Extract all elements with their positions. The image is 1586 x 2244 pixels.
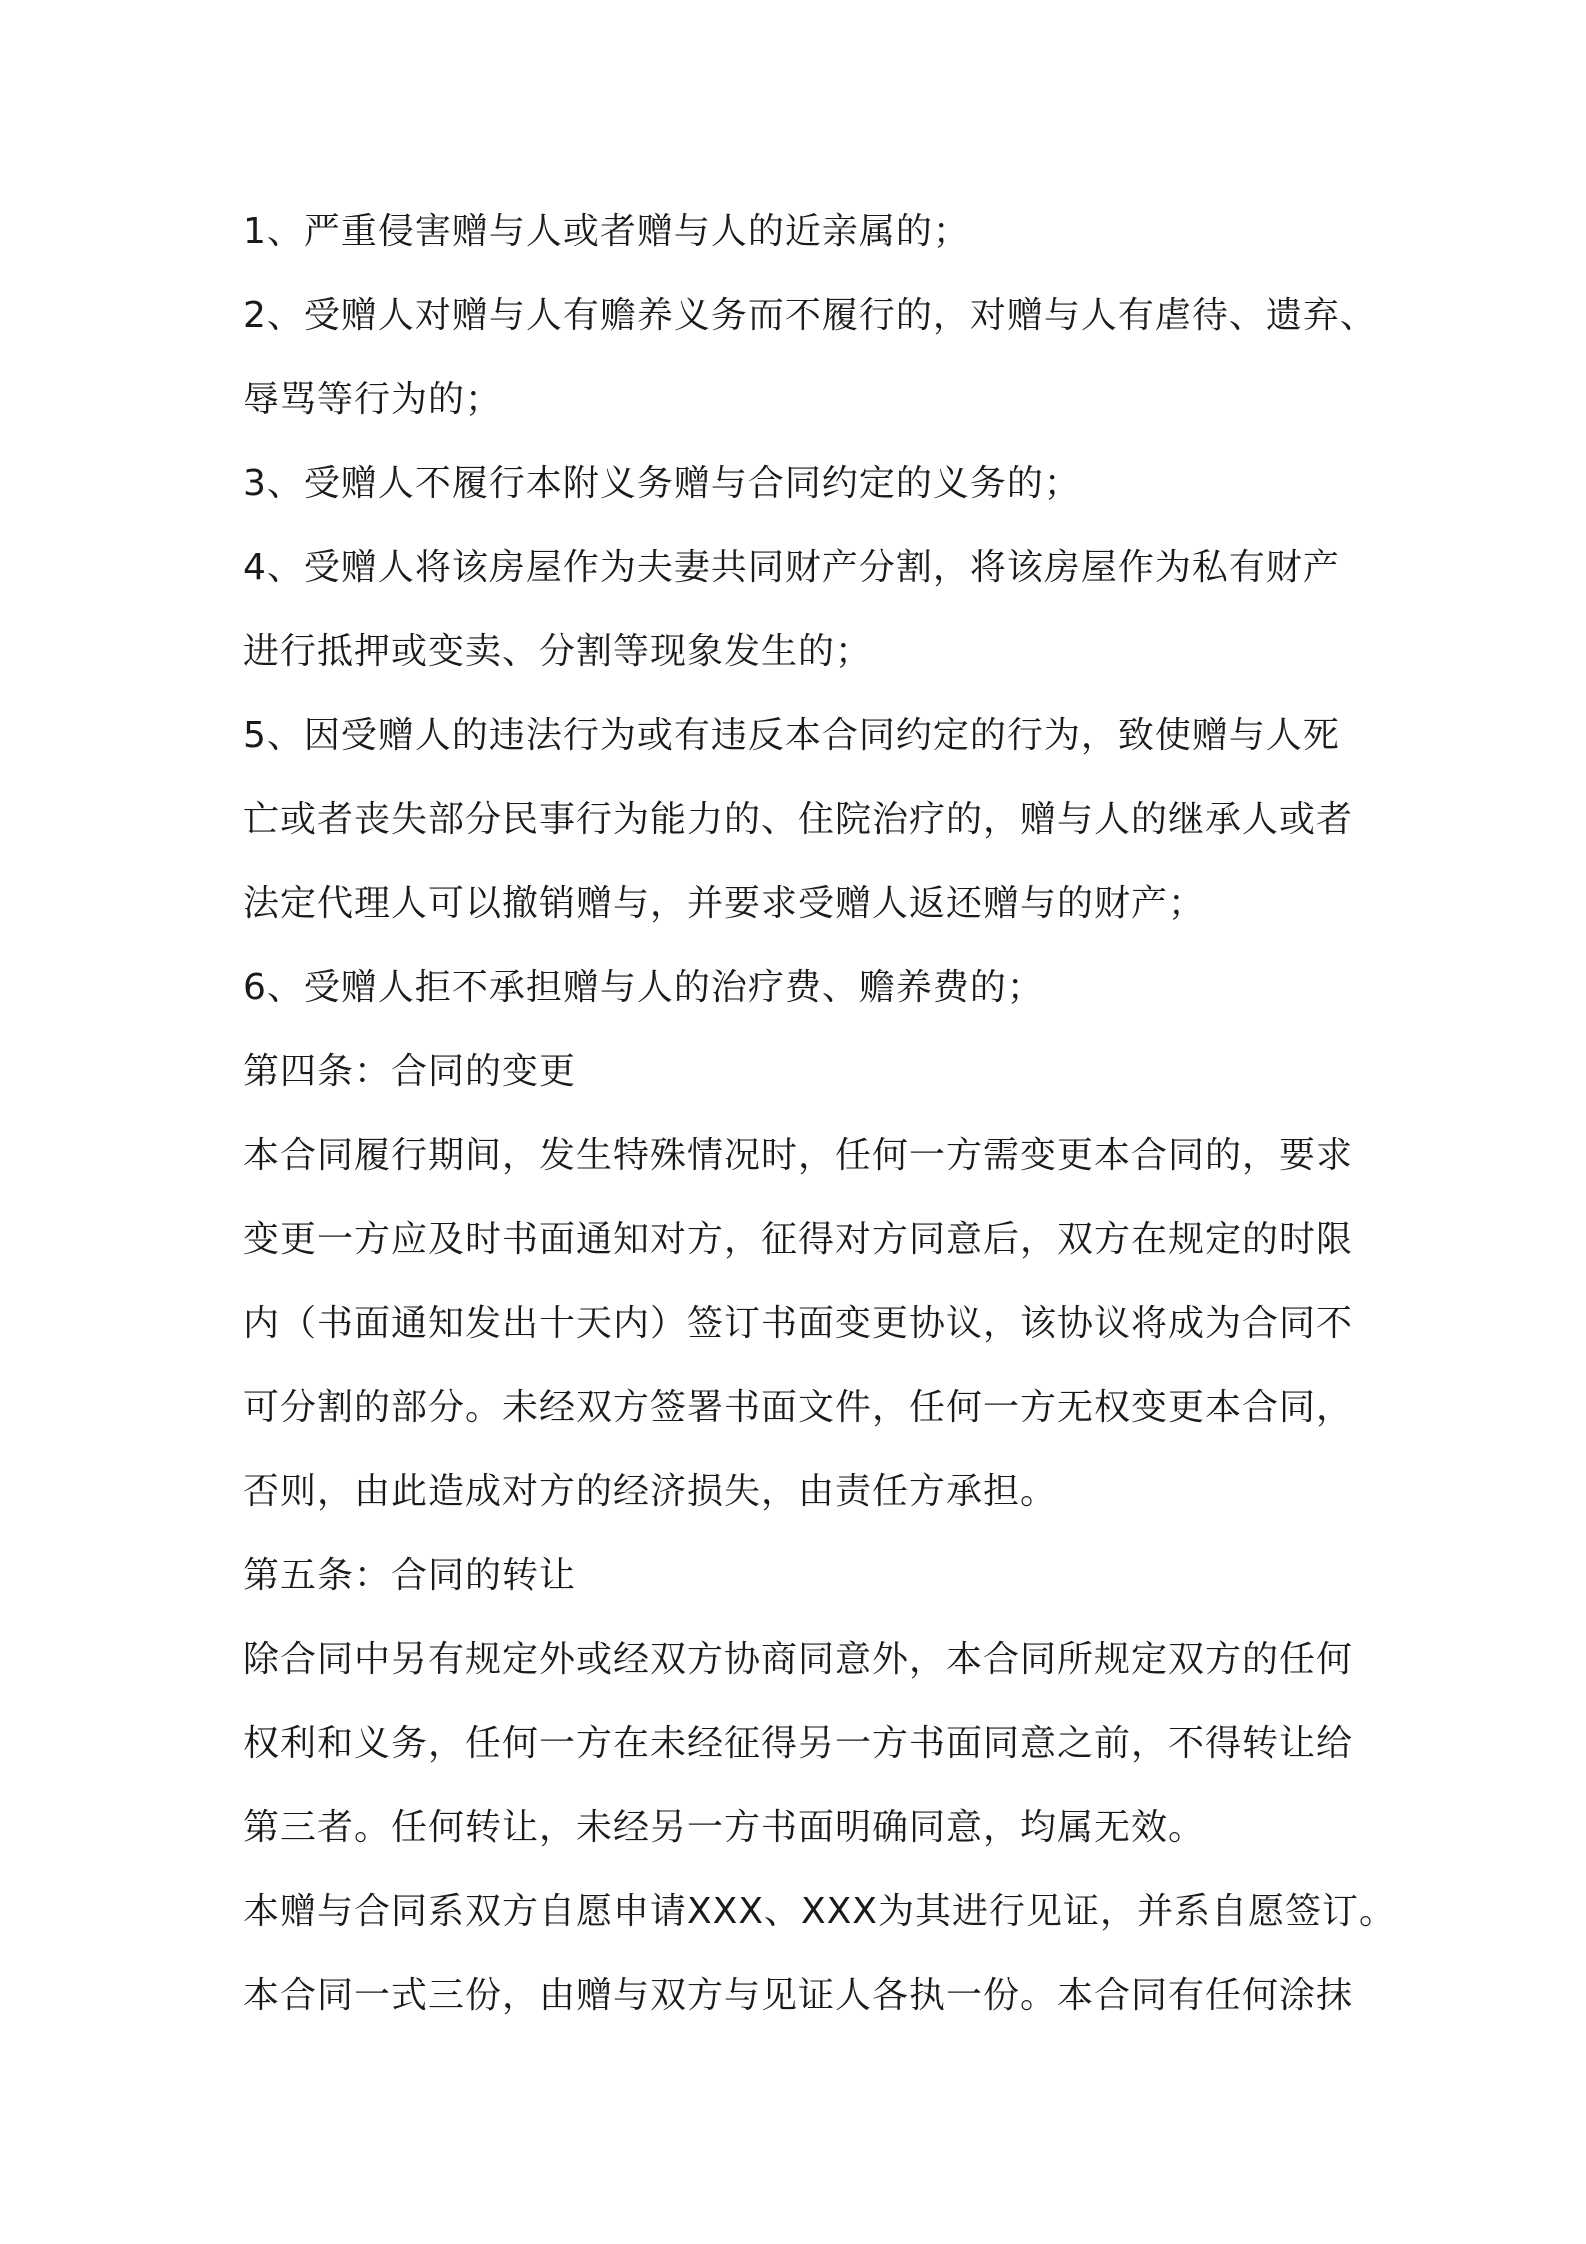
clause-item-5-line-2: 亡或者丧失部分民事行为能力的、住院治疗的，赠与人的继承人或者 (243, 799, 1354, 840)
article-4-paragraph-line-3: 内（书面通知发出十天内）签订书面变更协议，该协议将成为合同不 (243, 1303, 1354, 1344)
article-5-paragraph-line-2: 权利和义务，任何一方在未经征得另一方书面同意之前，不得转让给 (243, 1723, 1354, 1764)
article-4-paragraph-line-2: 变更一方应及时书面通知对方，征得对方同意后，双方在规定的时限 (243, 1219, 1354, 1260)
clause-item-4-line-1: 4、受赠人将该房屋作为夫妻共同财产分割，将该房屋作为私有财产 (243, 547, 1340, 588)
document-body (243, 190, 1396, 2038)
clause-item-5-line-1: 5、因受赠人的违法行为或有违反本合同约定的行为，致使赠与人死 (243, 715, 1340, 756)
article-4-heading: 第四条：合同的变更 (243, 1051, 577, 1092)
clause-item-6: 6、受赠人拒不承担赠与人的治疗费、赡养费的； (243, 967, 1044, 1008)
witness-paragraph: 本赠与合同系双方自愿申请XXX、XXX为其进行见证，并系自愿签订。 (243, 1891, 1396, 1932)
article-4-paragraph-line-1: 本合同履行期间，发生特殊情况时，任何一方需变更本合同的，要求 (243, 1135, 1354, 1176)
clause-item-2-line-1: 2、受赠人对赠与人有赡养义务而不履行的，对赠与人有虐待、遗弃、 (243, 295, 1377, 336)
copies-paragraph: 本合同一式三份，由赠与双方与见证人各执一份。本合同有任何涂抹 (243, 1975, 1354, 2016)
article-5-paragraph-line-1: 除合同中另有规定外或经双方协商同意外，本合同所规定双方的任何 (243, 1639, 1354, 1680)
clause-item-1: 1、严重侵害赠与人或者赠与人的近亲属的； (243, 211, 970, 252)
clause-item-4-line-2: 进行抵押或变卖、分割等现象发生的； (243, 631, 873, 672)
article-5-heading: 第五条：合同的转让 (243, 1555, 577, 1596)
clause-item-3: 3、受赠人不履行本附义务赠与合同约定的义务的； (243, 463, 1081, 504)
article-4-paragraph-line-5: 否则，由此造成对方的经济损失，由责任方承担。 (243, 1471, 1058, 1512)
article-5-paragraph-line-3: 第三者。任何转让，未经另一方书面明确同意，均属无效。 (243, 1807, 1206, 1848)
article-4-paragraph-line-4: 可分割的部分。未经双方签署书面文件，任何一方无权变更本合同， (243, 1387, 1354, 1428)
clause-item-5-line-3: 法定代理人可以撤销赠与，并要求受赠人返还赠与的财产； (243, 883, 1206, 924)
clause-item-2-line-2: 辱骂等行为的； (243, 379, 503, 420)
